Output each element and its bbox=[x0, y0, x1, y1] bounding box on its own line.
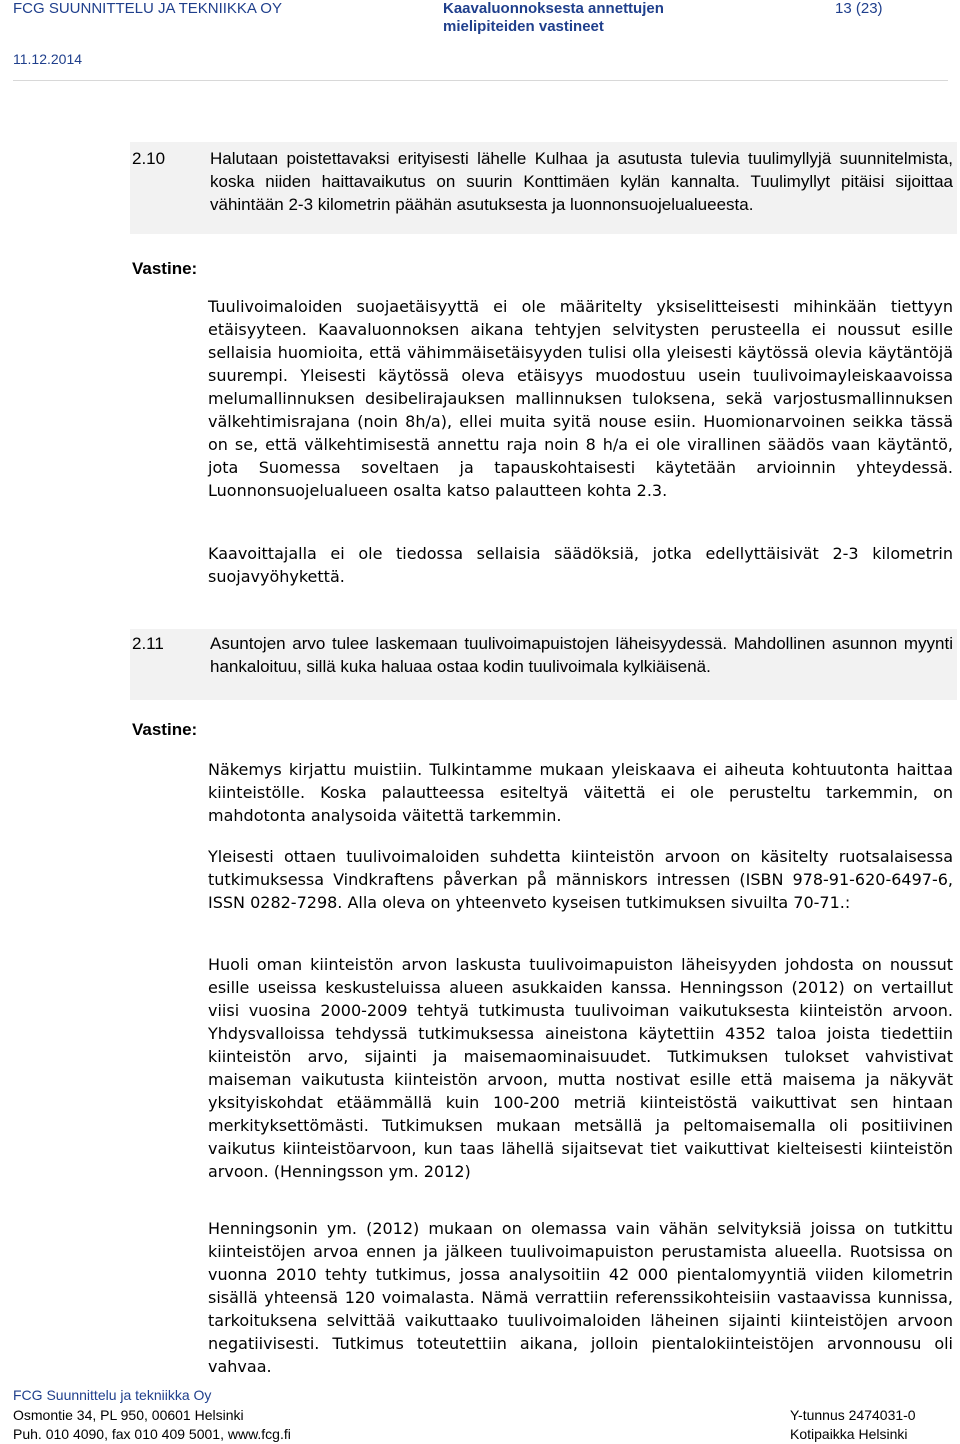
footer-domicile: Kotipaikka Helsinki bbox=[790, 1426, 908, 1442]
question-text: Halutaan poistettavaksi erityisesti lähelle Kulhaa ja asutusta tulevia tuulimyllyjä suunnitelmista, koska niiden haittavaikutus on suurin Konttimäen kylän kannalta. Tuulimyllyt pitäisi sijoittaa vähintään 2-3 kilometrin päähän asutuksesta ja luonnonsuojelualueesta. bbox=[210, 149, 953, 214]
header-document-title: Kaavaluonnoksesta annettujen mielipiteiden vastineet bbox=[443, 0, 664, 35]
item-number: 2.10 bbox=[132, 149, 166, 168]
header-divider bbox=[13, 80, 948, 81]
response-label: Vastine: bbox=[132, 259, 198, 278]
response-paragraph: Huoli oman kiinteistön arvon laskusta tuulivoimapuiston läheisyyden johdosta on noussut esille useissa keskusteluissa alueen asukkaiden kanssa. Henningsson (2012) on vertaillut viisi vuosina 2000-2009 tehtyä tutkimusta tuulivoiman vaikutuksesta kiinteistön arvoon. Yhdysvalloissa tehdyssä tutkimuksessa aineistona käytettiin 4352 taloa joista tiedettiin kiinteistön arvo, sijainti ja maisemaominaisuudet. Tutkimuksen tulokset vahvistivat maiseman vaikutusta kiinteistön arvoon, mutta nostivat esille että maisema ja näkyvät yksityiskohdat etäämmällä kuin 100-200 metriä kiinteistöstä vaikuttivat sen hintaan merkityksettömästi. Tutkimuksen mukaan metsällä ja peltomaisemalla oli positiivinen vaikutus kiinteistöarvoon, kun taas lähellä sijaitsevat tiet vaikuttivat kielteisesti kiinteistön arvoon. (Henningsson ym. 2012) bbox=[208, 955, 953, 1181]
footer-contact: Puh. 010 4090, fax 010 409 5001, www.fcg.fi bbox=[13, 1426, 291, 1442]
response-paragraph: Näkemys kirjattu muistiin. Tulkintamme mukaan yleiskaava ei aiheuta kohtuutonta haittaa kiinteistölle. Koska palautteessa esiteltyä väitettä ei ole perusteltu tarkemmin, on mahdotonta analysoida väitettä tarkemmin. bbox=[208, 760, 953, 825]
item-number: 2.11 bbox=[132, 634, 164, 653]
footer-address: Osmontie 34, PL 950, 00601 Helsinki bbox=[13, 1407, 244, 1423]
response-paragraph: Kaavoittajalla ei ole tiedossa sellaisia säädöksiä, jotka edellyttäisivät 2-3 kilometrin suojavyöhykettä. bbox=[208, 544, 953, 586]
header-company: FCG SUUNNITTELU JA TEKNIIKKA OY bbox=[13, 0, 282, 17]
response-paragraph: Henningsonin ym. (2012) mukaan on olemassa vain vähän selvityksiä joissa on tutkittu kiinteistöjen arvoa ennen ja jälkeen tuulivoimapuiston perustamista alueella. Ruotsissa on vuonna 2010 tehty tutkimus, jossa analysoitiin 42 000 pientalomyyntiä viiden kilometrin sisällä yhteensä 120 voimalasta. Nämä verrattiin referenssikohteisiin vastaavissa kunnissa, tarkoituksena selvittää vaikuttaako tuulivoimaloiden läheinen sijainti kiinteistöjen arvoon negatiivisesti. Tutkimus toteutettiin aikana, jolloin pientalokiinteistöjen arvonnousu oli vahvaa. bbox=[208, 1219, 953, 1376]
header-date: 11.12.2014 bbox=[13, 51, 83, 67]
footer-company: FCG Suunnittelu ja tekniikka Oy bbox=[13, 1387, 212, 1403]
response-paragraph: Tuulivoimaloiden suojaetäisyyttä ei ole määritelty yksiselitteisesti mihinkään tiettyyn etäisyyteen. Kaavaluonnoksen aikana tehtyjen selvitysten perusteella ei noussut esille sellaisia huomioita, että vähimmäisetäisyyden tulisi olla yleisesti käytössä olevia käytäntöjä suurempi. Yleisesti käytössä oleva etäisyys muodostuu usein tuulivoimayleiskaavoissa melumallinnuksen desibelirajauksen mallinnuksen tuloksena, sekä varjostusmallinnuksen välkehtimisrajana (noin 8h/a), ellei muita syitä nouse esiin. Huomionarvoinen seikka tässä on se, että välkehtimisestä annettu raja noin 8 h/a ei ole virallinen säädös vaan käytäntö, jota Suomessa soveltaen ja tapauskohtaisesti käytetään arvioinnin yhteydessä. Luonnonsuojelualueen osalta katso palautteen kohta 2.3. bbox=[208, 297, 953, 500]
response-label: Vastine: bbox=[132, 720, 198, 739]
footer-business-id: Y-tunnus 2474031-0 bbox=[790, 1407, 916, 1423]
question-text: Asuntojen arvo tulee laskemaan tuulivoimapuistojen läheisyydessä. Mahdollinen asunnon myynti hankaloituu, sillä kuka haluaa ostaa kodin tuulivoimala kylkiäisenä. bbox=[210, 634, 953, 676]
response-paragraph: Yleisesti ottaen tuulivoimaloiden suhdetta kiinteistön arvoon on käsitelty ruotsalaisessa tutkimuksessa Vindkraftens påverkan på människors intressen (ISBN 978-91-620-6497-6, ISSN 0282-7298. Alla oleva on yhteenveto kyseisen tutkimuksen sivuilta 70-71.: bbox=[208, 847, 953, 912]
header-page-number: 13 (23) bbox=[835, 0, 883, 17]
